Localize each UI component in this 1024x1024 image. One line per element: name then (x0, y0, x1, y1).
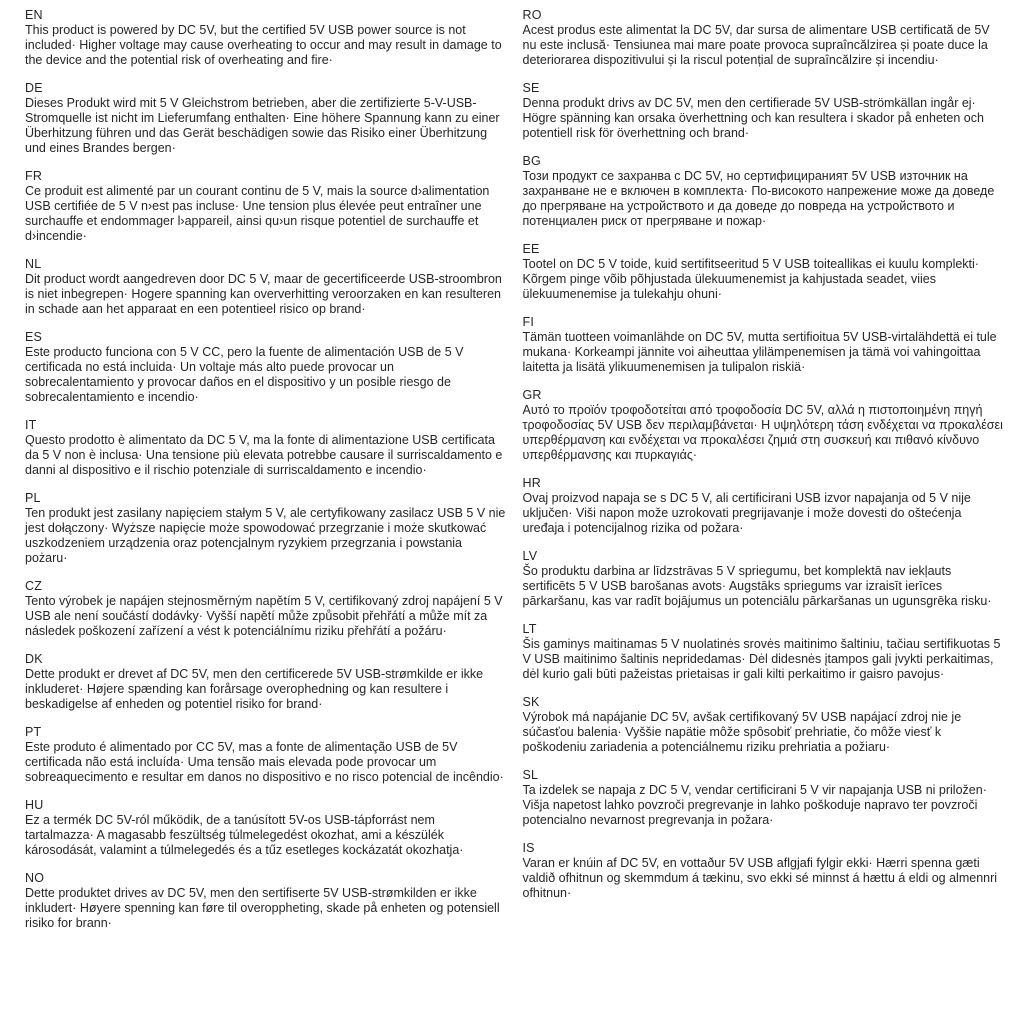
language-section-gr (523, 388, 1005, 463)
doc-column-right (523, 8, 1005, 1018)
language-section-hu (25, 798, 507, 858)
language-code: EN (25, 8, 43, 22)
language-section-lv (523, 549, 1005, 609)
language-text: Ovaj proizvod napaja se s DC 5 V, ali certificirani USB izvor napajanja od 5 V nije uključen· Viši napon može uzrokovati pregrijavanje i može dovesti do oštećenja uređaja i potencijalnog rizika od požara· (522, 491, 971, 535)
language-section-sl (523, 768, 1005, 828)
language-text: Šis gaminys maitinamas 5 V nuolatinės srovės maitinimo šaltiniu, tačiau sertifikuotas 5 V USB maitinimo šaltinis nepridedamas· Dėl didesnės įtampos gali įvykti perkaitimas, dėl kurio gali būti pažeistas prietaisas ir gali kilti perkaitimo ir gaisro pavojus· (522, 637, 1001, 681)
language-section-fr (25, 169, 507, 244)
language-text: Denna produkt drivs av DC 5V, men den certifierade 5V USB-strömkällan ingår ej· Högre spänning kan orsaka överhettning och kan resultera i skador på enheten och potentiell risk för överhettning och brand· (522, 96, 984, 140)
language-text: Este producto funciona con 5 V CC, pero la fuente de alimentación USB de 5 V certificada no está incluida· Un voltaje más alto puede provocar un sobrecalentamiento y provocar daños en el dispositivo y un posible riesgo de sobrecalentamiento e incendio· (25, 345, 464, 404)
language-code: PT (25, 725, 42, 739)
language-text: Dieses Produkt wird mit 5 V Gleichstrom betrieben, aber die zertifizierte 5-V-USB-Stromquelle ist nicht im Lieferumfang enthalten· Eine höhere Spannung kann zu einer Überhitzung führen und das Gerät beschädigen sowie das Risiko einer Überhitzung und eines Brandes bergen· (25, 96, 500, 155)
language-section-pl (25, 491, 507, 566)
language-code: GR (522, 388, 542, 402)
language-section-no (25, 871, 507, 931)
language-text: Este produto é alimentado por CC 5V, mas a fonte de alimentação USB de 5V certificada não está incluída· Uma tensão mais elevada pode provocar um sobreaquecimento e resultar em danos no dispositivo e no risco potencial de incêndio· (25, 740, 504, 784)
language-code: LT (522, 622, 537, 636)
language-code: SL (522, 768, 539, 782)
language-section-lt (523, 622, 1005, 682)
language-section-dk (25, 652, 507, 712)
language-text: Šo produktu darbina ar līdzstrāvas 5 V spriegumu, bet komplektā nav iekļauts sertificēts 5 V USB barošanas avots· Augstāks spriegums var izraisīt ierīces pārkaršanu, kas var radīt bojājumus un potenciālu pārkaršanas un ugunsgrēka risku· (522, 564, 992, 608)
language-text: Questo prodotto è alimentato da DC 5 V, ma la fonte di alimentazione USB certificata da 5 V non è inclusa· Una tensione più elevata potrebbe causare il surriscaldamento e danni al dispositivo e il rischio potenziale di surriscaldamento e incendio· (25, 433, 503, 477)
language-code: PL (25, 491, 41, 505)
language-section-se (523, 81, 1005, 141)
language-text: Acest produs este alimentat la DC 5V, dar sursa de alimentare USB certificată de 5V nu este inclusă· Tensiunea mai mare poate provoca supraîncălzirea și poate duce la deteriorarea dispozitivului și la riscul potențial de supraîncălzire și incendiu· (522, 23, 990, 67)
language-text: Ta izdelek se napaja z DC 5 V, vendar certificirani 5 V vir napajanja USB ni priložen· Višja napetost lahko povzroči pregrevanje in lahko poškoduje napravo ter povzroči potencialno nevarnost pregrevanja in požara· (522, 783, 987, 827)
language-section-ro (523, 8, 1005, 68)
language-section-sk (523, 695, 1005, 755)
language-code: NO (25, 871, 45, 885)
language-text: Tento výrobek je napájen stejnosměrným napětím 5 V, certifikovaný zdroj napájení 5 V USB ale není součástí dodávky· Vyšší napětí může způsobit přehřátí a může mít za následek poškození zařízení a vést k potenciálnímu riziku přehřátí a požáru· (25, 594, 503, 638)
language-code: FR (25, 169, 43, 183)
language-code: IS (522, 841, 535, 855)
language-text: Výrobok má napájanie DC 5V, avšak certifikovaný 5V USB napájací zdroj nie je súčasťou balenia· Vyššie napätie môže spôsobiť prehriatie, čo môže viesť k poškodeniu zariadenia a potenciálnemu riziku prehriatia a požiaru· (522, 710, 962, 754)
language-section-cz (25, 579, 507, 639)
language-text: Ten produkt jest zasilany napięciem stałym 5 V, ale certyfikowany zasilacz USB 5 V nie jest dołączony· Wyższe napięcie może spowodować przegrzanie i może skutkować uszkodzeniem urządzenia oraz potencjalnym ryzykiem przegrzania i powstania pożaru· (25, 506, 506, 565)
language-text: Dette produktet drives av DC 5V, men den sertifiserte 5V USB-strømkilden er ikke inkludert· Høyere spenning kan føre til overoppheting, skade på enheten og potensiell risiko for brann· (25, 886, 500, 930)
language-section-ee (523, 242, 1005, 302)
language-code: BG (522, 154, 541, 168)
language-text: Varan er knúin af DC 5V, en vottaður 5V USB aflgjafi fylgir ekki· Hærri spenna gæti valdið ofhitnun og skemmdum á tækinu, svo ekki sé minnst á hættu á eldi og almennri ofhitnun· (522, 856, 998, 900)
language-code: HR (522, 476, 541, 490)
language-code: EE (522, 242, 540, 256)
language-section-hr (523, 476, 1005, 536)
language-text: This product is powered by DC 5V, but the certified 5V USB power source is not included· Higher voltage may cause overheating to occur and may result in damage to the device and the potential risk of overheating and fire· (25, 23, 502, 67)
language-text: Ce produit est alimenté par un courant continu de 5 V, mais la source d›alimentation USB certifiée de 5 V n›est pas incluse· Une tension plus élevée peut entraîner une surchauffe et endommager l›appareil, ainsi qu›un risque potentiel de surchauffe et d›incendie· (25, 184, 490, 243)
language-text: Ez a termék DC 5V-ról működik, de a tanúsított 5V-os USB-tápforrást nem tartalmazza· A magasabb feszültség túlmelegedést okozhat, ami a készülék károsodását, valamint a túlmelegedés és a tűz esetleges kockázatát okozhatja· (25, 813, 464, 857)
language-code: NL (25, 257, 42, 271)
language-section-it (25, 418, 507, 478)
language-code: CZ (25, 579, 43, 593)
language-section-pt (25, 725, 507, 785)
language-section-bg (523, 154, 1005, 229)
language-text: Tootel on DC 5 V toide, kuid sertifitseeritud 5 V USB toiteallikas ei kuulu komplekti· Kõrgem pinge võib põhjustada ülekuumenemist ja kahjustada seadet, viies ülekuumenemise ja tulekahju ohuni· (522, 257, 979, 301)
language-section-is (523, 841, 1005, 901)
language-section-nl (25, 257, 507, 317)
language-text: Този продукт се захранва с DC 5V, но сертифицираният 5V USB източник на захранване не е включен в комплекта· По-високото напрежение може да доведе до прегряване на устройството и да доведе до повреда на устройството и потенциален риск от прегряване и пожар· (522, 169, 995, 228)
language-code: DK (25, 652, 43, 666)
language-section-en (25, 8, 507, 68)
language-text: Tämän tuotteen voimanlähde on DC 5V, mutta sertifioitua 5V USB-virtalähdettä ei tule mukana· Korkeampi jännite voi aiheuttaa ylilämpenemisen ja tämä voi vahingoittaa laitetta ja lisätä ylikuumenemisen ja tulipalon riskiä· (522, 330, 997, 374)
language-section-fi (523, 315, 1005, 375)
language-code: ES (25, 330, 43, 344)
language-code: HU (25, 798, 44, 812)
language-text: Dette produkt er drevet af DC 5V, men den certificerede 5V USB-strømkilde er ikke inkluderet· Højere spænding kan forårsage overophedning og kan resultere i beskadigelse af enheden og potentiel risiko for brand· (25, 667, 484, 711)
doc-column-left (25, 8, 507, 1018)
language-code: LV (522, 549, 538, 563)
language-section-de (25, 81, 507, 156)
language-code: RO (522, 8, 542, 22)
language-code: FI (522, 315, 535, 329)
language-text: Αυτό το προϊόν τροφοδοτείται από τροφοδοσία DC 5V, αλλά η πιστοποιημένη πηγή τροφοδοσίας 5V USB δεν περιλαμβάνεται· Η υψηλότερη τάση ενδέχεται να προκαλέσει υπερθέρμανση και ενδέχεται να προκαλέσει ζημιά στη συσκευή και πιθανό κίνδυνο υπερθέρμανσης και πυρκαγιάς· (522, 403, 1003, 462)
language-code: SE (522, 81, 540, 95)
language-code: DE (25, 81, 43, 95)
language-section-es (25, 330, 507, 405)
language-code: SK (522, 695, 540, 709)
language-text: Dit product wordt aangedreven door DC 5 V, maar de gecertificeerde USB-stroombron is niet inbegrepen· Hogere spanning kan oververhitting veroorzaken en kan resulteren in schade aan het apparaat en een potentieel risico op brand· (25, 272, 502, 316)
language-code: IT (25, 418, 37, 432)
